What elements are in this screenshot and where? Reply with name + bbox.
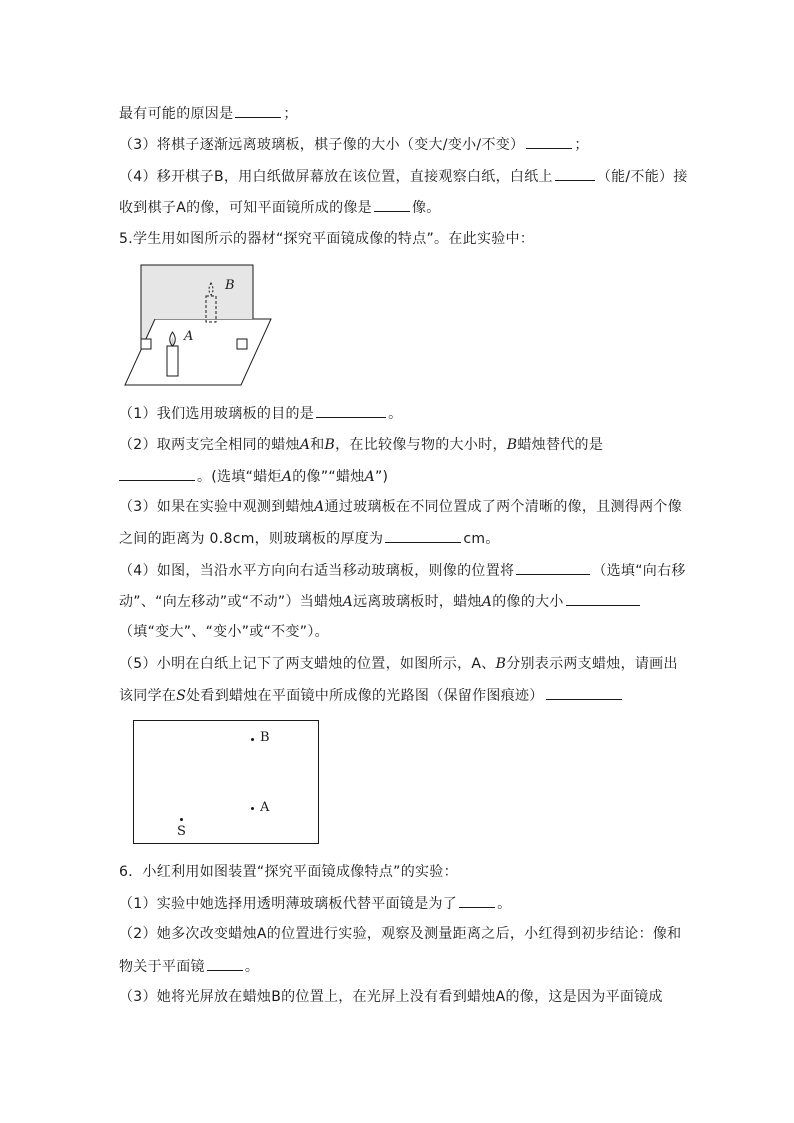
q5-part4-line3: （填“变大”、“变小”或“不变”）。 <box>119 624 329 640</box>
point-b-label: B <box>260 730 270 745</box>
q5-part1: （1）我们选用玻璃板的目的是 。 <box>119 403 402 424</box>
answer-blank[interactable] <box>207 956 243 971</box>
candle-b-label: B <box>225 278 235 293</box>
q5-part5-line1: （5）小明在白纸上记下了两支蜡烛的位置，如图所示，A、B分别表示两支蜡烛，请画出 <box>119 656 678 672</box>
answer-blank[interactable] <box>526 134 572 149</box>
answer-blank[interactable] <box>555 166 595 181</box>
q6-part1: （1）实验中她选择用透明薄玻璃板代替平面镜是为了 。 <box>119 893 511 914</box>
answer-blank[interactable] <box>516 560 590 575</box>
q6-part3: （3）她将光屏放在蜡烛B的位置上，在光屏上没有看到蜡烛A的像，这是因为平面镜成 <box>119 989 663 1005</box>
q5-part3-line1: （3）如果在实验中观测到蜡烛A通过玻璃板在不同位置成了两个清晰的像，且测得两个像 <box>119 499 683 515</box>
candle-a-label: A <box>184 329 194 344</box>
q5-part5-line2: 该同学在S处看到蜡烛在平面镜中所成像的光路图（保留作图痕迹） <box>119 685 624 706</box>
candle-position-diagram[interactable] <box>133 720 319 844</box>
mirror-experiment-figure <box>119 263 274 388</box>
q6-title: 6．小红利用如图装置“探究平面镜成像特点”的实验： <box>119 864 458 880</box>
q5-part4-line1: （4）如图，当沿水平方向向右适当移动玻璃板，则像的位置将 （选填“向右移 <box>119 560 686 581</box>
answer-blank[interactable] <box>316 403 386 418</box>
answer-blank[interactable] <box>566 591 640 606</box>
answer-blank[interactable] <box>235 103 281 118</box>
point-s-dot <box>180 818 183 821</box>
answer-blank[interactable] <box>546 685 622 700</box>
q5-part2-line2: 。(选填“蜡炬A的像”“蜡烛A”) <box>119 466 388 487</box>
answer-blank[interactable] <box>119 466 195 481</box>
q5-part4-line2: 动”、“向左移动”或“不动”）当蜡烛A远离玻璃板时，蜡烛A的像的大小 <box>119 591 642 612</box>
point-a-dot <box>251 807 254 810</box>
answer-blank[interactable] <box>374 197 410 212</box>
q4-cont-line: 最有可能的原因是 ； <box>119 103 298 124</box>
answer-blank[interactable] <box>385 528 461 543</box>
point-s-label: S <box>177 824 186 839</box>
q5-title: 5.学生用如图所示的器材“探究平面镜成像的特点”。在此实验中： <box>119 231 535 247</box>
answer-blank[interactable] <box>459 893 495 908</box>
q5-part2-line1: （2）取两支完全相同的蜡烛A和B，在比较像与物的大小时，B蜡烛替代的是 <box>119 437 604 453</box>
q6-part2-line1: （2）她多次改变蜡烛A的位置进行实验，观察及测量距离之后，小红得到初步结论：像和 <box>119 926 682 942</box>
q4-part4-line2: 收到棋子A的像，可知平面镜所成的像是 像。 <box>119 197 441 218</box>
q6-part2-line2: 物关于平面镜 。 <box>119 956 259 977</box>
q4-part3: （3）将棋子逐渐远离玻璃板，棋子像的大小（变大/变小/不变） ； <box>119 134 589 155</box>
point-b-dot <box>251 738 254 741</box>
point-a-label: A <box>260 800 270 815</box>
q5-part3-line2: 之间的距离为 0.8cm，则玻璃板的厚度为 cm。 <box>119 528 500 549</box>
q4-part4-line1: （4）移开棋子B，用白纸做屏幕放在该位置，直接观察白纸，白纸上 （能/不能）接 <box>119 166 688 187</box>
